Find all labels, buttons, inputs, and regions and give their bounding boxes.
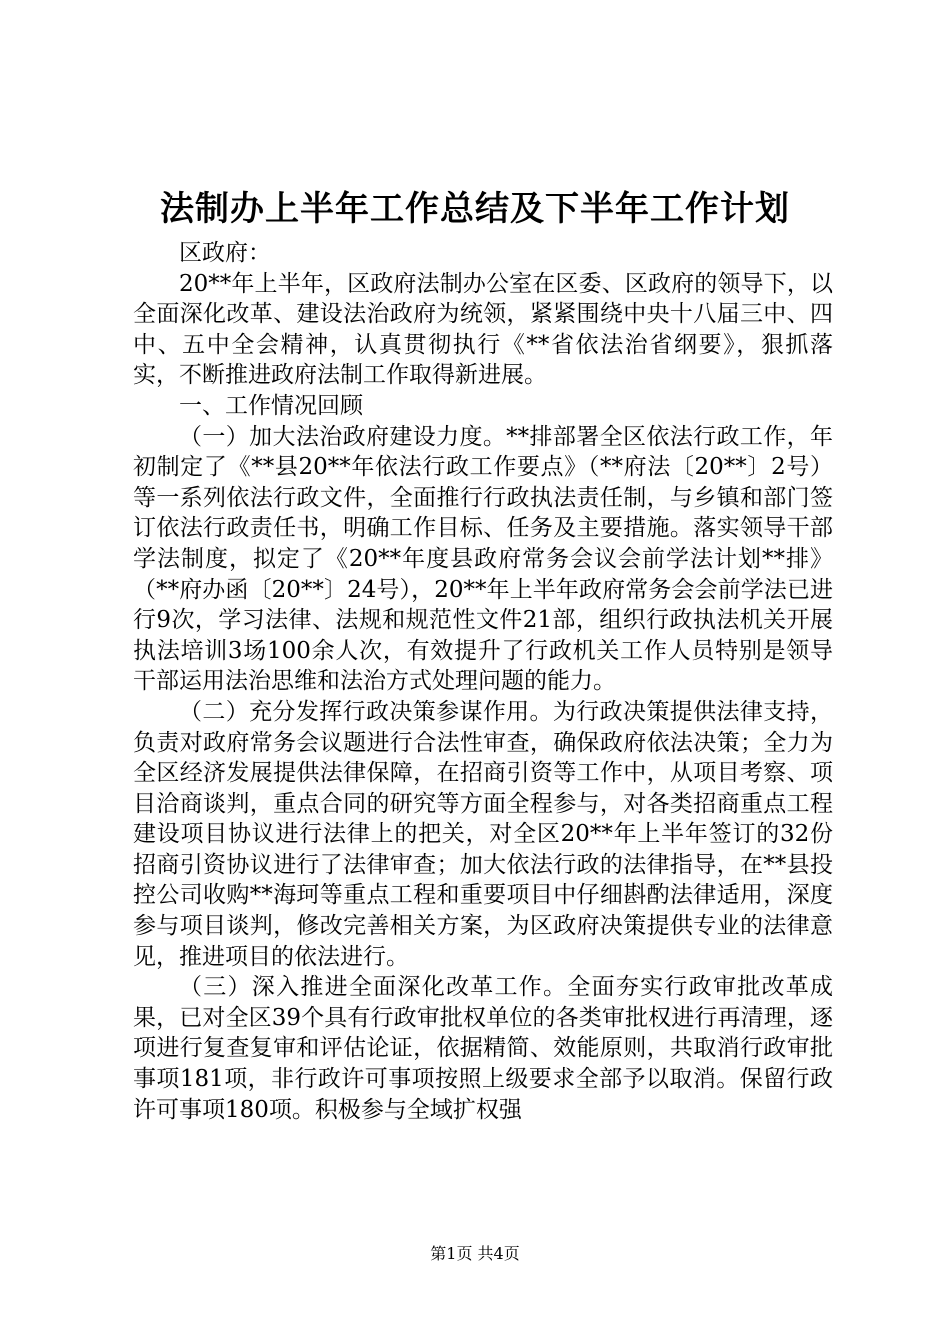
page-number-footer: 第1页 共4页: [430, 1244, 520, 1263]
body-paragraph: （一）加大法治政府建设力度。**排部署全区依法行政工作，年初制定了《**县20**年依法行政工作要点》（**府法〔20**〕2号）等一系列依法行政文件，全面推行行政执法责任制，与乡镇和部门签订依法行政责任书，明确工作目标、任务及主要措施。落实领导干部学法制度，拟定了《20**年度县政府常务会议会前学法计划**排》（**府办函〔20**〕24号），20**年上半年政府常务会会前学法已进行9次，学习法律、法规和规范性文件21部，组织行政执法机关开展执法培训3场100余人次，有效提升了行政机关工作人员特别是领导干部运用法治思维和法治方式处理问题的能力。: [133, 423, 833, 695]
page-title: 法制办上半年工作总结及下半年工作计划: [160, 189, 790, 229]
section-heading: 一、工作情况回顾: [179, 392, 363, 419]
body-paragraph: （二）充分发挥行政决策参谋作用。为行政决策提供法律支持，负责对政府常务会议题进行合法性审查，确保政府依法决策；全力为全区经济发展提供法律保障，在招商引资等工作中，从项目考察、项目洽商谈判，重点合同的研究等方面全程参与，对各类招商重点工程建设项目协议进行法律上的把关，对全区20**年上半年签订的32份招商引资协议进行了法律审查；加大依法行政的法律指导，在**县投控公司收购**海珂等重点工程和重要项目中仔细斟酌法律适用，深度参与项目谈判，修改完善相关方案，为区政府决策提供专业的法律意见，推进项目的依法进行。: [133, 698, 833, 970]
document-body: [133, 238, 833, 1125]
intro-paragraph: 20**年上半年，区政府法制办公室在区委、区政府的领导下，以全面深化改革、建设法治政府为统领，紧紧围绕中央十八届三中、四中、五中全会精神，认真贯彻执行《**省依法治省纲要》，狠抓落实，不断推进政府法制工作取得新进展。: [133, 270, 833, 389]
body-paragraph: （三）深入推进全面深化改革工作。全面夯实行政审批改革成果，已对全区39个具有行政审批权单位的各类审批权进行再清理，逐项进行复查复审和评估论证，依据精简、效能原则，共取消行政审批事项181项，非行政许可事项按照上级要求全部予以取消。保留行政许可事项180项。积极参与全域扩权强: [133, 974, 833, 1123]
salutation-paragraph: 区政府：: [179, 240, 271, 266]
